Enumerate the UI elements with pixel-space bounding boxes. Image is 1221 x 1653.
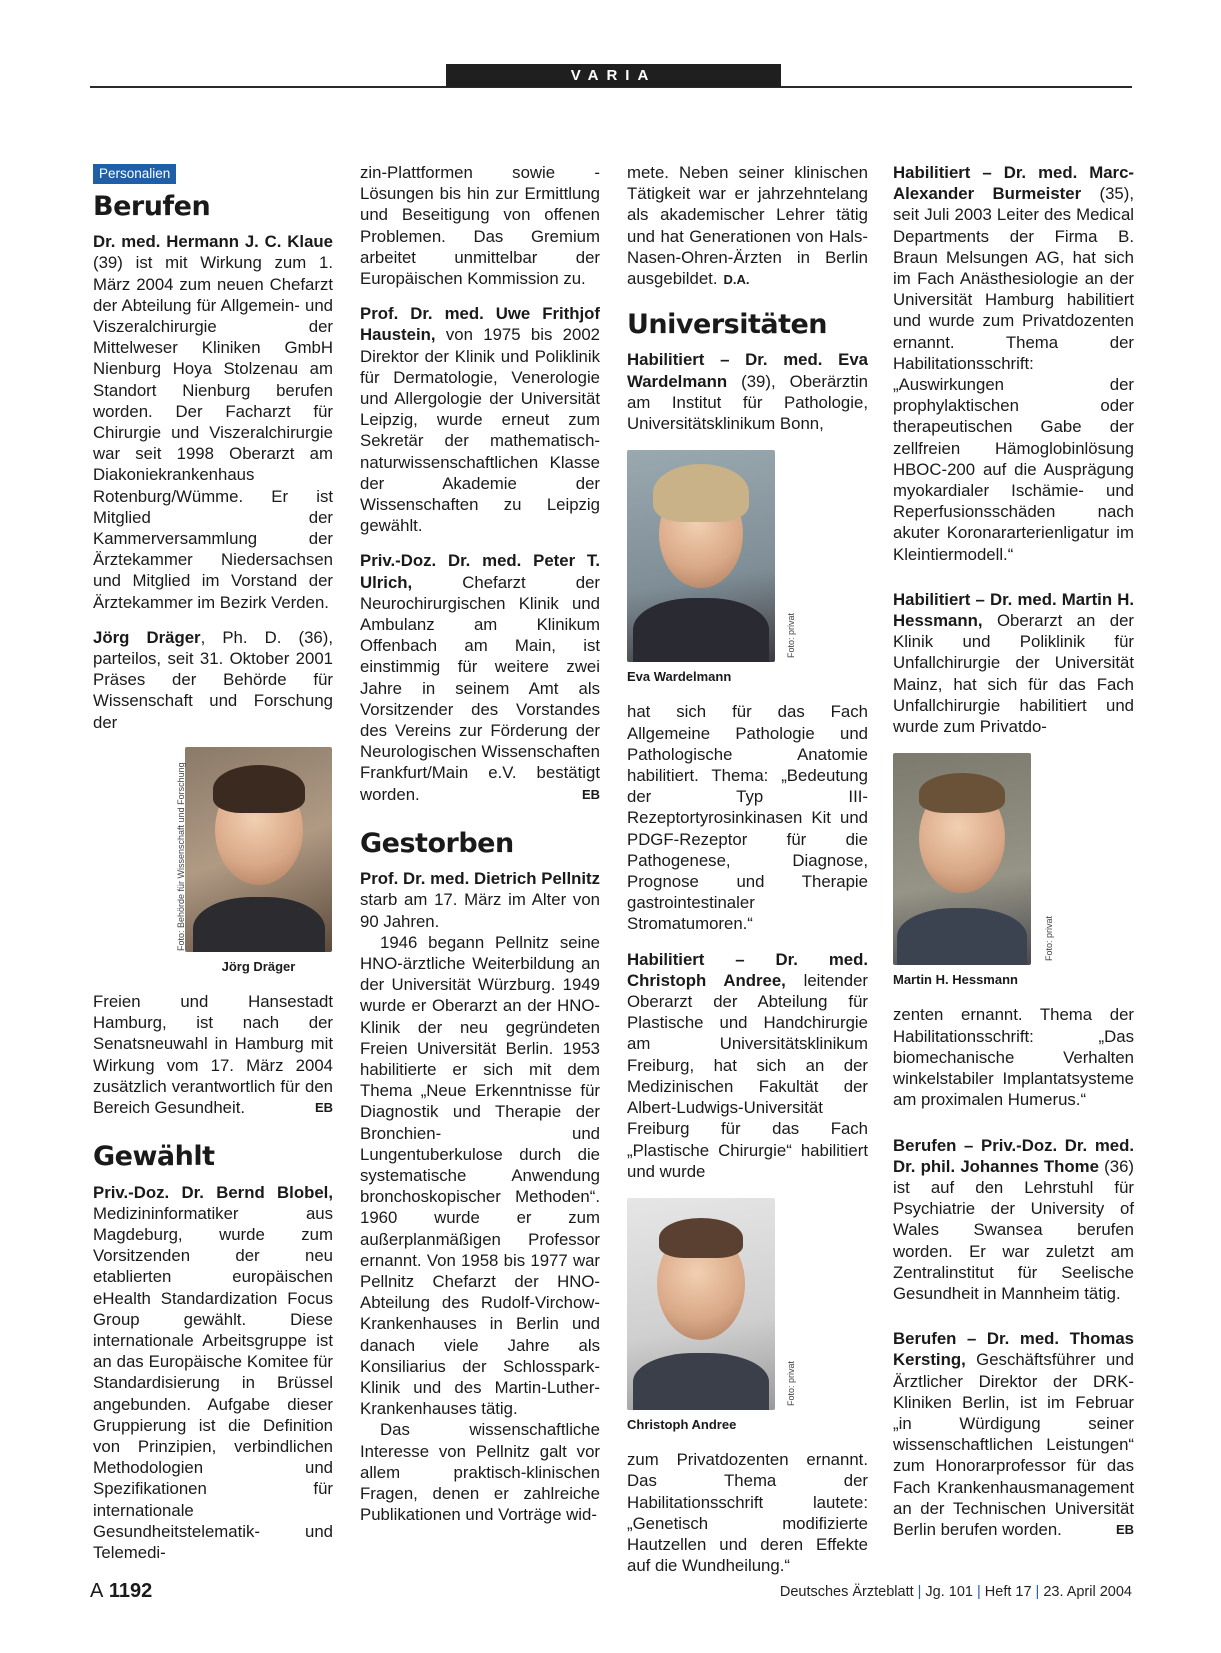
article-text: leitender Oberarzt der Abteilung für Plastische und Handchirurgie am Universitätsklinikum Freiburg, hat sich an der Medizinischen Fakultät der Albert-Ludwigs-Universität Freiburg für das Fach „Plastische Chirurgie“ habilitiert und wurde bbox=[627, 970, 868, 1181]
article-blobel bbox=[93, 1182, 333, 1564]
photo-credit: Foto: privat bbox=[786, 1360, 796, 1406]
article-text: (39) ist mit Wirkung zum 1. März 2004 zum neuen Chefarzt der Abteilung für Allgemein- und Viszeralchirurgie der Mittelweser Kliniken GmbH Nienburg Hoya Stolzenau am Standort Nienburg berufen worden. Der Facharzt für Chirurgie und Viszeralchirurgie war seit 1998 Oberarzt am Diakoniekrankenhaus Rotenburg/Wümme. Er ist Mitglied der Kammerversammlung der Ärztekammer Niedersachsen und Mitglied im Vorstand der Ärztekammer im Bezirk Verden. bbox=[93, 253, 333, 612]
article-ulrich bbox=[360, 550, 600, 804]
article-wardelmann bbox=[627, 349, 868, 434]
person-name: Priv.-Doz. Dr. Bernd Blobel, bbox=[93, 1182, 333, 1202]
heading-gestorben: Gestorben bbox=[360, 827, 514, 859]
author-signature: D.A. bbox=[723, 272, 750, 288]
journal-name: Deutsches Ärzteblatt bbox=[779, 1584, 914, 1600]
article-wardelmann-cont: hat sich für das Fach Allgemeine Pathologie und Pathologische Anatomie habilitiert. Thema: „Bedeutung der Typ III-Rezeptortyrosinkinasen Kit und PDGF-Rezeptor für die Pathogenese, Diagnose, Prognose und Therapie gastrointestinaler Stromatumoren.“ bbox=[627, 702, 868, 934]
photo-credit: Foto: privat bbox=[1044, 916, 1054, 962]
article-burmeister bbox=[893, 162, 1134, 565]
photo-andree bbox=[627, 1198, 775, 1410]
section-label: VARIA bbox=[446, 64, 781, 87]
photo-andree-block bbox=[627, 1198, 796, 1435]
person-name: Berufen – Dr. med. Thomas Kersting, bbox=[893, 1329, 1134, 1370]
photo-wardelmann-block bbox=[627, 450, 796, 687]
person-name: Habilitiert – Dr. med. Marc-Alexander Burmeister bbox=[893, 163, 1134, 204]
person-name: Habilitiert – Dr. med. Eva Wardelmann bbox=[627, 350, 868, 391]
volume: Jg. 101 bbox=[925, 1584, 973, 1600]
column-2 bbox=[360, 162, 600, 1525]
column-1 bbox=[93, 162, 333, 1563]
photo-wardelmann bbox=[627, 450, 775, 662]
author-signature: EB bbox=[1115, 1521, 1134, 1537]
article-draeger-cont bbox=[93, 991, 333, 1118]
person-name: Prof. Dr. med. Uwe Frithjof Haustein, bbox=[360, 304, 600, 345]
article-text: (39), Oberärztin am Institut für Pathologie, Universitätsklinikum Bonn, bbox=[627, 371, 868, 434]
article-text: Chefarzt der Neurochirurgischen Klinik und Ambulanz am Klinikum Offenbach am Main, ist einstimmig für weitere zwei Jahre in seinem Amt als Vorsitzender des Vorstandes des Vereins zur Förderung der Neurologischen Wissenschaften Frankfurt/Main e.V. bestätigt worden. bbox=[360, 572, 600, 804]
article-hessmann-cont: zenten ernannt. Thema der Habilitationsschrift: „Das biomechanische Verhalten winkelstabiler Implantatsysteme am proximalen Humerus.“ bbox=[893, 1005, 1134, 1110]
article-pellnitz-cont bbox=[627, 162, 868, 290]
author-signature: EB bbox=[314, 1100, 333, 1116]
person-name: Priv.-Doz. Dr. med. Peter T. Ulrich, bbox=[360, 551, 600, 592]
page-number bbox=[90, 1580, 152, 1603]
photo-credit: Foto: privat bbox=[786, 613, 796, 659]
person-name: Jörg Dräger bbox=[93, 627, 201, 647]
column-4 bbox=[893, 162, 1134, 1540]
article-text: Medizininformatiker aus Magdeburg, wurde zum Vorsitzenden der neu etablierten europäischen eHealth Standardization Focus Group gewählt. Diese internationale Arbeitsgruppe ist an das Europäische Komitee für Standardisierung in Brüssel angebunden. Aufgabe dieser Gruppierung ist die Definition von Prinzipien, verbindlichen Methodologien und Spezifikationen für internationale Gesundheitstelematik- und Telemedi- bbox=[93, 1203, 333, 1562]
article-andree bbox=[627, 949, 868, 1182]
author-signature: EB bbox=[581, 786, 600, 802]
photo-caption: Eva Wardelmann bbox=[627, 669, 732, 685]
article-text: (35), seit Juli 2003 Leiter des Medical Departments der Firma B. Braun Melsungen AG, hat sich im Fach Anästhesiologie an der Universität Hamburg habilitiert und wurde zum Privatdozenten ernannt. Thema der Habilitationsschrift: „Auswirkungen der prophylaktischen oder therapeutischen Gabe der zellfreien Hämoglobinlösung HBOC-200 auf die Ausprägung myokardialer Ischämie- und Reperfusionsschäden nach akuter Koronararterienligatur im Kleintiermodell.“ bbox=[893, 184, 1134, 564]
article-text: Freien und Hansestadt Hamburg, ist nach der Senatsneuwahl in Hamburg mit Wirkung vom 17. März 2004 zusätzlich verantwortlich für den Bereich Gesundheit. bbox=[93, 992, 333, 1118]
photo-draeger bbox=[185, 747, 332, 952]
article-draeger bbox=[93, 627, 333, 733]
heading-gewaehlt: Gewählt bbox=[93, 1141, 215, 1173]
page-prefix: A bbox=[90, 1580, 104, 1602]
person-name: Prof. Dr. med. Dietrich Pellnitz bbox=[360, 869, 600, 889]
person-name: Berufen – Priv.-Doz. Dr. med. Dr. phil. Johannes Thome bbox=[893, 1135, 1134, 1176]
article-pellnitz-bio: 1946 begann Pellnitz seine HNO-ärztliche Weiterbildung an der Universität Würzburg. 1949 wurde er Oberarzt an der HNO-Klinik der neu gegründeten Freien Universität Berlin. 1953 habilitierte er sich mit dem Thema „Neue Erkenntnisse für Diagnostik und Therapie der Bronchien- und Lungentuberkulose durch die systematische Anwendung bronchoskopischer Methoden“. 1960 wurde er zum außerplanmäßigen Professor ernannt. Von 1958 bis 1977 war Pellnitz Chefarzt der HNO-Abteilung des Rudolf-Virchow-Krankenhauses in Berlin und danach viele Jahre als Konsiliarius der Schlosspark-Klinik und des Martin-Luther-Krankenhauses tätig. bbox=[360, 932, 600, 1419]
article-text: Oberarzt an der Klinik und Poliklinik für Unfallchirurgie der Universität Mainz, hat sich für das Fach Unfallchirurgie habilitiert und wurde zum Privatdo- bbox=[893, 611, 1134, 737]
column-3 bbox=[627, 162, 868, 1590]
article-text: mete. Neben seiner klinischen Tätigkeit war er jahrzehntelang als akademischer Lehrer tätig und hat Generationen von Hals-Nasen-Ohren-Ärzten in Berlin ausgebildet. bbox=[627, 163, 868, 289]
article-thome bbox=[893, 1135, 1134, 1305]
article-text: starb am 17. März im Alter von 90 Jahren. bbox=[360, 890, 600, 931]
photo-caption: Jörg Dräger bbox=[221, 958, 296, 974]
issue-date: 23. April 2004 bbox=[1043, 1584, 1132, 1600]
article-klaue bbox=[93, 231, 333, 613]
photo-caption: Christoph Andree bbox=[627, 1416, 737, 1432]
heading-universitaeten: Universitäten bbox=[627, 309, 828, 341]
article-text: (36) ist auf den Lehrstuhl für Psychiatrie der University of Wales Swansea berufen worden. Er war zuletzt am Zentralinstitut für Seelische Gesundheit in Mannheim tätig. bbox=[893, 1156, 1134, 1303]
article-blobel-cont: zin-Plattformen sowie -Lösungen bis hin zur Ermittlung und Beseitigung von offenen Problemen. Das Gremium arbeitet unmittelbar der Europäischen Kommission zu. bbox=[360, 163, 600, 289]
person-name: Habilitiert – Dr. med. Martin H. Hessmann, bbox=[893, 589, 1134, 631]
page-number-value: 1192 bbox=[108, 1580, 153, 1602]
article-hessmann bbox=[893, 589, 1134, 737]
heading-berufen: Berufen bbox=[93, 191, 211, 222]
photo-hessmann bbox=[893, 753, 1031, 965]
article-text: Geschäftsführer und Ärztlicher Direktor der DRK-Kliniken Berlin, ist im Februar „in Würdigung seiner wissenschaftlichen Leistungen“ zum Honorarprofessor für das Fach Krankenhausmanagement an der Technischen Universität Berlin berufen worden. bbox=[893, 1350, 1134, 1539]
article-andree-cont: zum Privatdozenten ernannt. Das Thema der Habilitationsschrift lautete: „Genetisch modifizierte Hautzellen und deren Effekte auf die Wundheilung.“ bbox=[627, 1450, 868, 1576]
person-name: Dr. med. Hermann J. C. Klaue bbox=[93, 232, 333, 252]
issue: Heft 17 bbox=[984, 1584, 1032, 1600]
photo-credit: Foto: Behörde für Wissenschaft und Forschung bbox=[176, 762, 186, 951]
photo-draeger-block bbox=[176, 747, 332, 977]
article-text: , Ph. D. (36), parteilos, seit 31. Oktober 2001 Präses der Behörde für Wissenschaft und Forschung der bbox=[93, 627, 333, 732]
person-name: Habilitiert – Dr. med. Christoph Andree, bbox=[627, 949, 868, 990]
article-pellnitz bbox=[360, 868, 600, 932]
article-pellnitz-interest: Das wissenschaftliche Interesse von Pellnitz galt vor allem praktisch-klinischen Fragen, denen er zahlreiche Publikationen und Vorträge wid- bbox=[360, 1420, 600, 1525]
article-kersting bbox=[893, 1328, 1134, 1540]
article-haustein bbox=[360, 303, 600, 536]
photo-hessmann-block bbox=[893, 753, 1054, 990]
photo-caption: Martin H. Hessmann bbox=[893, 972, 1018, 988]
category-tag: Personalien bbox=[93, 164, 176, 184]
publication-info: Deutsches Ärzteblatt | Jg. 101 | Heft 17 | 23. April 2004 bbox=[779, 1584, 1132, 1600]
article-text: von 1975 bis 2002 Direktor der Klinik und Poliklinik für Dermatologie, Venerologie und Allergologie der Universität Leipzig, wurde erneut zum Sekretär der mathematisch-naturwissenschaftlichen Klasse der Akademie der Wissenschaften zu Leipzig gewählt. bbox=[360, 325, 600, 536]
